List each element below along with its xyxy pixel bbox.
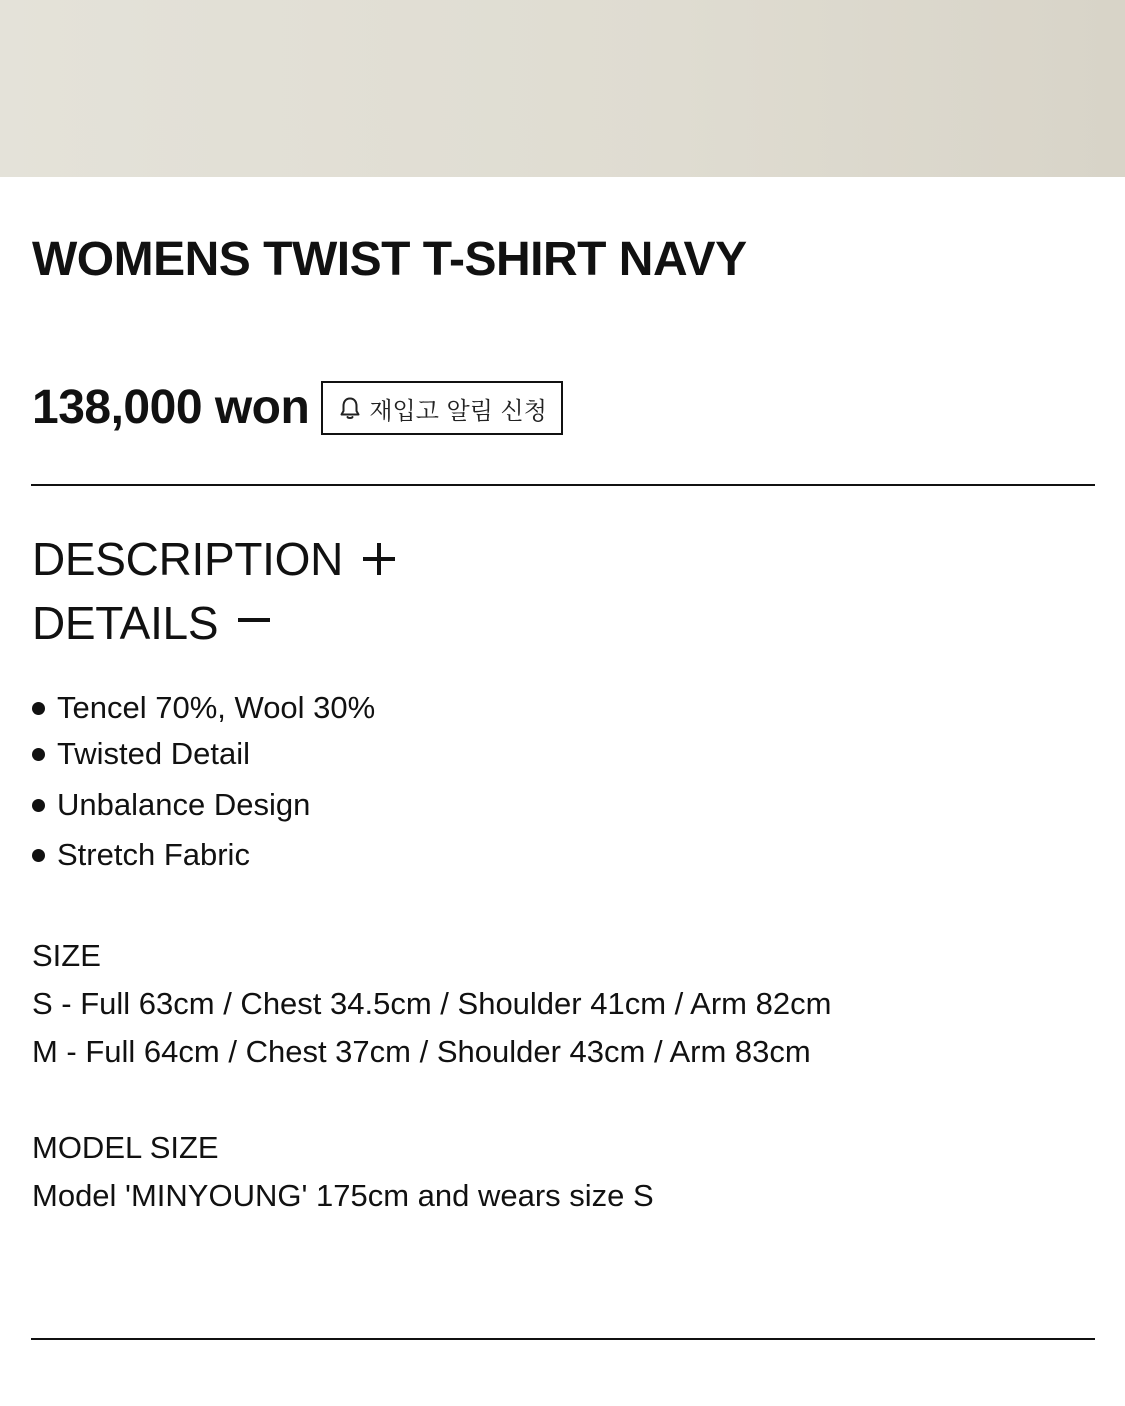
product-image-area xyxy=(0,0,1125,177)
divider xyxy=(31,484,1095,486)
description-label: DESCRIPTION xyxy=(32,533,344,585)
size-heading: SIZE xyxy=(32,938,101,973)
description-accordion-header[interactable] xyxy=(32,532,395,586)
bell-icon xyxy=(339,396,361,420)
minus-icon xyxy=(238,607,270,639)
size-section xyxy=(32,932,831,1076)
bullet-icon xyxy=(32,702,45,715)
list-item: Unbalance Design xyxy=(32,781,375,829)
product-title: WOMENS TWIST T-SHIRT NAVY xyxy=(32,233,747,286)
bullet-icon xyxy=(32,748,45,761)
product-price: 138,000 won xyxy=(32,381,310,434)
list-item: Tencel 70%, Wool 30% xyxy=(32,684,375,732)
list-item: Twisted Detail xyxy=(32,730,375,778)
size-row-s: S - Full 63cm / Chest 34.5cm / Shoulder 41cm / Arm 82cm xyxy=(32,986,832,1021)
restock-alert-button[interactable] xyxy=(321,381,563,435)
bullet-icon xyxy=(32,799,45,812)
plus-icon xyxy=(363,543,395,575)
details-label: DETAILS xyxy=(32,597,219,649)
divider xyxy=(31,1338,1095,1340)
bullet-icon xyxy=(32,849,45,862)
model-size-heading: MODEL SIZE xyxy=(32,1130,219,1165)
feature-list xyxy=(32,684,375,879)
size-row-m: M - Full 64cm / Chest 37cm / Shoulder 43cm / Arm 83cm xyxy=(32,1034,811,1069)
details-accordion-header[interactable] xyxy=(32,596,270,650)
restock-alert-label: 재입고 알림 신청 xyxy=(369,396,547,425)
list-item: Stretch Fabric xyxy=(32,831,375,879)
price-row xyxy=(32,378,563,438)
model-size-section xyxy=(32,1124,654,1220)
model-size-text: Model 'MINYOUNG' 175cm and wears size S xyxy=(32,1178,654,1213)
